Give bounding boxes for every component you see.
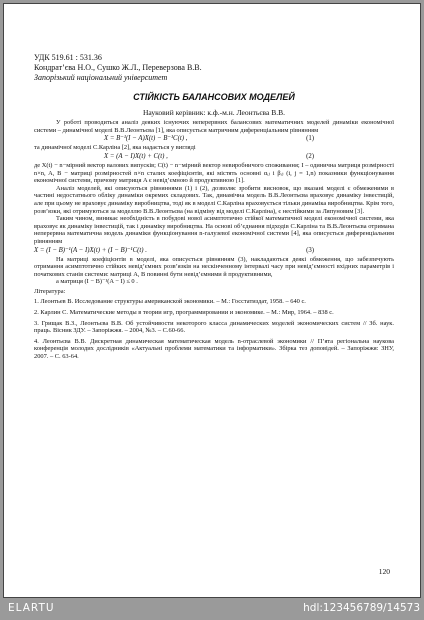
equation-1-number: (1) bbox=[306, 135, 314, 143]
page-content bbox=[34, 53, 394, 361]
paragraph-3: де X(t) − n−мірний вектор валових випусків; C(t) − n−мірний вектор невиробничого споживання; I – одинична матриця розмірності n×n, A, B − матриці розмірностей n×n сталих коефіцієнтів, які містять основні αᵢⱼ і βᵢⱼ (i, j = 1,n) показники функціонування економічної системи, причому матриця A є невід’ємною й продуктивною [1]. bbox=[34, 161, 394, 185]
equation-3-formula: X = (I − B)⁻¹(A − I)X(t) + (I − B)⁻¹C(t) . bbox=[34, 246, 147, 254]
paragraph-7: а матриця (I − B)⁻¹(A − I) ≤ 0 . bbox=[56, 278, 138, 286]
paragraph-2: та динамічної моделі С.Карліна [2], яка надається у вигляді bbox=[34, 144, 196, 152]
authors: Кондрат’єва Н.О., Сушко Ж.Л., Переверзова В.В. bbox=[34, 63, 202, 72]
supervisor: Науковий керівник: к.ф.-м.н. Леонтьєва В.В. bbox=[143, 107, 285, 117]
equation-3-number: (3) bbox=[306, 246, 314, 254]
equation-2 bbox=[34, 152, 394, 162]
article-title: СТІЙКІСТЬ БАЛАНСОВИХ МОДЕЛЕЙ bbox=[133, 92, 295, 102]
literature-heading: Література: bbox=[34, 287, 66, 295]
repository-footer bbox=[0, 598, 424, 620]
reference-item: 3. Грищак В.З., Леонтьєва В.В. Об устойчивости некоторого класса динамических моделей экономических систем // Зб. наук. праць. Вісник ЗДУ. – Запоріжжя. – 2004, №3. – С.60-66. bbox=[34, 319, 394, 335]
equation-1-formula: X = B⁻¹(I − A)X(t) − B⁻¹C(t) , bbox=[104, 135, 188, 143]
udk-code: УДК 519.61 : 531.36 bbox=[34, 53, 102, 62]
reference-item: 2. Карлин С. Математические методы в теории игр, программировании и экономике. – М.: Мир, 1964. – 838 с. bbox=[34, 309, 334, 317]
reference-item: 4. Леонтьєва В.В. Дискретная динамическая математическая модель n-отраслевой экономики // П’ята регіональна наукова конференція молодих дослідників «Актуальні проблеми математики та інформатики». Збірка тез доповідей. – Запоріжжя: ЗНУ, 2007. – С. 63-64. bbox=[34, 337, 394, 361]
reference-item: 1. Леонтьев В. Исследование структуры американской экономики. – М.: Госстатиздат, 1958. – 640 с. bbox=[34, 298, 306, 306]
paragraph-4: Аналіз моделей, які описуються рівняннями (1) і (2), дозволяє зробити висновок, що вказані моделі є обмеженими в частині недостатнього обліку динаміки окремих складових. Так, динамічна модель В.В.Леонтьєва враховує динаміку інвестицій, але при цьому не враховує динаміку виробництва, тоді як в моделі С.Карліна враховується тільки динаміка виробництва. Крім того, розв’язки, які отримуються за моделлю В.В.Леонтьєва (на відміну від моделі С.Карліна), є нестійкими за Ляпуновим [3]. bbox=[34, 184, 394, 215]
page-number: 120 bbox=[378, 567, 390, 576]
paragraph-1: У роботі проводиться аналіз деяких існуючих неперервних балансових математичних моделей динаміки економічної системи – динамічної моделі В.В.Леонтьєва [1], яка описується матричним диференціальним рівнянням bbox=[34, 119, 394, 134]
repository-name: ELARTU bbox=[8, 602, 55, 614]
affiliation: Запорізький національний університет bbox=[34, 73, 168, 82]
equation-3 bbox=[34, 246, 394, 256]
equation-2-formula: X = (A − I)X(t) + C(t) , bbox=[104, 152, 168, 160]
header-block bbox=[34, 53, 394, 83]
equation-2-number: (2) bbox=[306, 152, 314, 160]
equation-1 bbox=[34, 134, 394, 144]
paragraph-5: Таким чином, виникає необхідність в побудові нової асимптотично стійкої математичної моделі економічної системи, яка враховує як динаміку інвестицій, так і динаміку виробництва. На основі об’єднання підходів С.Карліна та В.В.Леонтьєва отримана неперервна математична модель динаміки функціонування n-галузевої економічної системи [4], яка описується диференціальним рівнянням bbox=[34, 215, 394, 245]
document-page bbox=[3, 3, 421, 598]
paragraph-6: На матриці коефіцієнтів в моделі, яка описується рівнянням (3), накладаються деякі обмеження, що забезпечують отримання асимптотично стійких невід’ємних розв’язків на нескінченному інтервалі часу при невід’ємності вхідних параметрів і початкових станів системи: матриці A, B повинні бути невід’ємними й продуктивними, bbox=[34, 255, 394, 278]
reference-list bbox=[34, 298, 394, 360]
handle-link[interactable]: hdl:123456789/14573 bbox=[303, 602, 420, 614]
